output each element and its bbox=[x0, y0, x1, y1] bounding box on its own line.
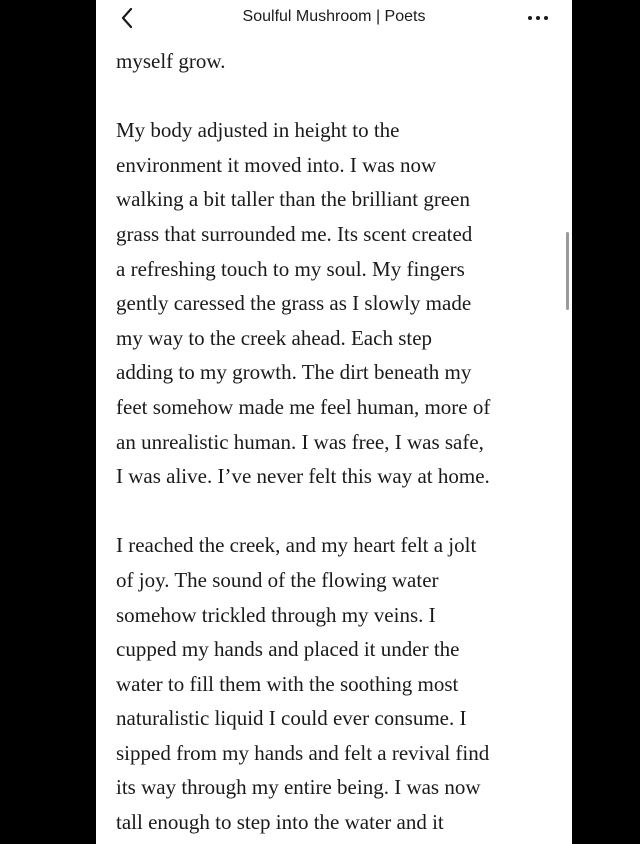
more-horizontal-icon bbox=[526, 14, 550, 22]
article-paragraph: My body adjusted in height to the environment it moved into. I was now walking a bit taller than the brilliant green grass that surrounded me. Its scent created a refreshing touch to my soul. My fingers gently caressed the grass as I slowly made my way to the creek ahead. Each step adding to my growth. The dirt beneath my feet somehow made me feel human, more of an unrealistic human. I was free, I was safe, I was alive. I’ve never felt this way at home. bbox=[116, 118, 491, 489]
scrollbar-thumb[interactable] bbox=[566, 232, 569, 310]
reader-screen bbox=[96, 0, 572, 844]
article-body bbox=[116, 44, 560, 844]
app-header bbox=[96, 0, 572, 36]
chevron-left-icon bbox=[119, 6, 135, 30]
more-options-button[interactable] bbox=[522, 6, 554, 30]
article-paragraph: I reached the creek, and my heart felt a jolt of joy. The sound of the flowing water somehow trickled through my veins. I cupped my hands and placed it under the water to fill them with the soothing most naturalistic liquid I could ever consume. I sipped from my hands and felt a revival find its way through my entire being. I was now tall enough to step into the water and it bbox=[116, 533, 490, 835]
page-title: Soulful Mushroom | Poets bbox=[242, 8, 426, 25]
article-paragraph: myself grow. bbox=[116, 49, 226, 73]
back-button[interactable] bbox=[114, 3, 140, 33]
